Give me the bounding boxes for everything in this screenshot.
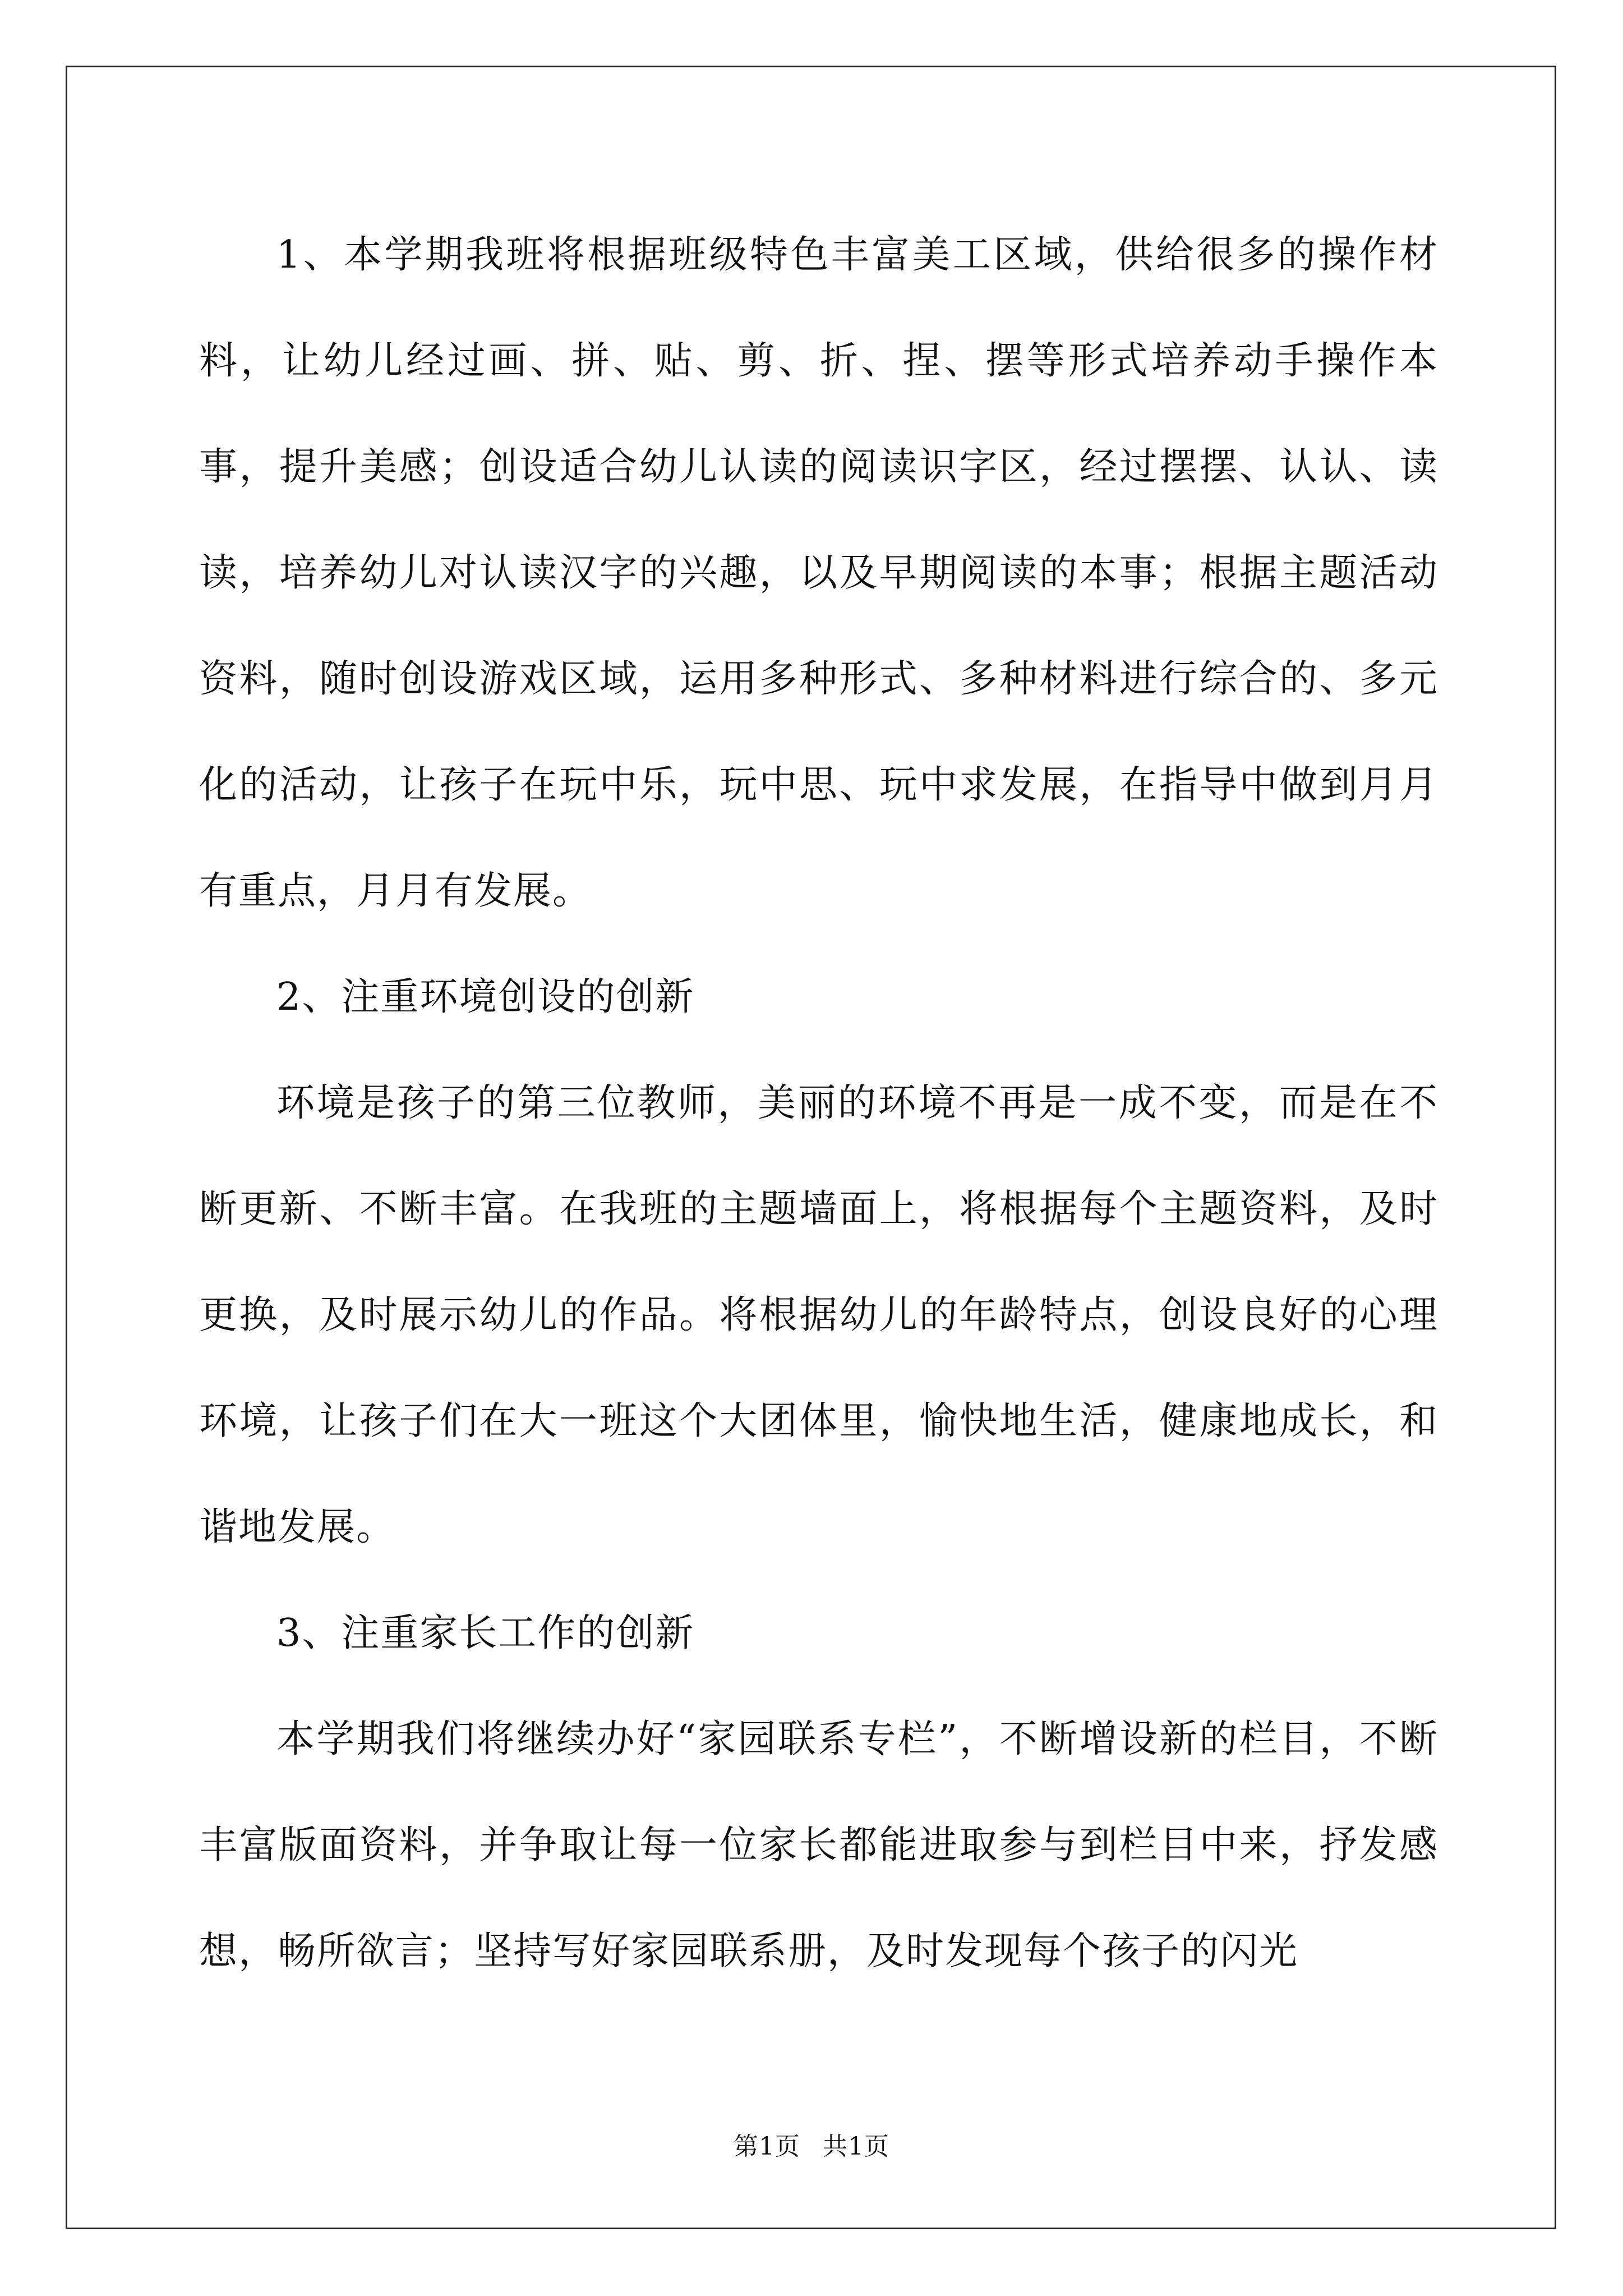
paragraph-parent-work: 本学期我们将继续办好“家园联系专栏”，不断增设新的栏目，不断丰富版面资料，并争取让每一位家长都能进取参与到栏目中来，抒发感想，畅所欲言；坚持写好家园联系册，及时发现每个孩子的闪光 [199, 1717, 1438, 1973]
page-total: 共1页 [823, 2132, 889, 2161]
paragraph-area-materials: 1、本学期我班将根据班级特色丰富美工区域，供给很多的操作材料，让幼儿经过画、拼、贴、剪、折、捏、摆等形式培养动手操作本事，提升美感；创设适合幼儿认读的阅读识字区，经过摆摆、认认、读读，培养幼儿对认读汉字的兴趣，以及早期阅读的本事；根据主题活动资料，随时创设游戏区域，运用多种形式、多种材料进行综合的、多元化的活动，让孩子在玩中乐，玩中思、玩中求发展，在指导中做到月月有重点，月月有发展。 [199, 233, 1438, 913]
heading-parent-work-innovation: 3、注重家长工作的创新 [276, 1611, 695, 1655]
page-number: 第1页 [734, 2132, 800, 2161]
document-body [199, 202, 1438, 2004]
heading-environment-innovation: 2、注重环境创设的创新 [276, 975, 695, 1019]
paragraph-environment: 环境是孩子的第三位教师，美丽的环境不再是一成不变，而是在不断更新、不断丰富。在我班的主题墙面上，将根据每个主题资料，及时更换，及时展示幼儿的作品。将根据幼儿的年龄特点，创设良好的心理环境，让孩子们在大一班这个大团体里，愉快地生活，健康地成长，和谐地发展。 [199, 1081, 1438, 1549]
page-footer [0, 2126, 1623, 2162]
